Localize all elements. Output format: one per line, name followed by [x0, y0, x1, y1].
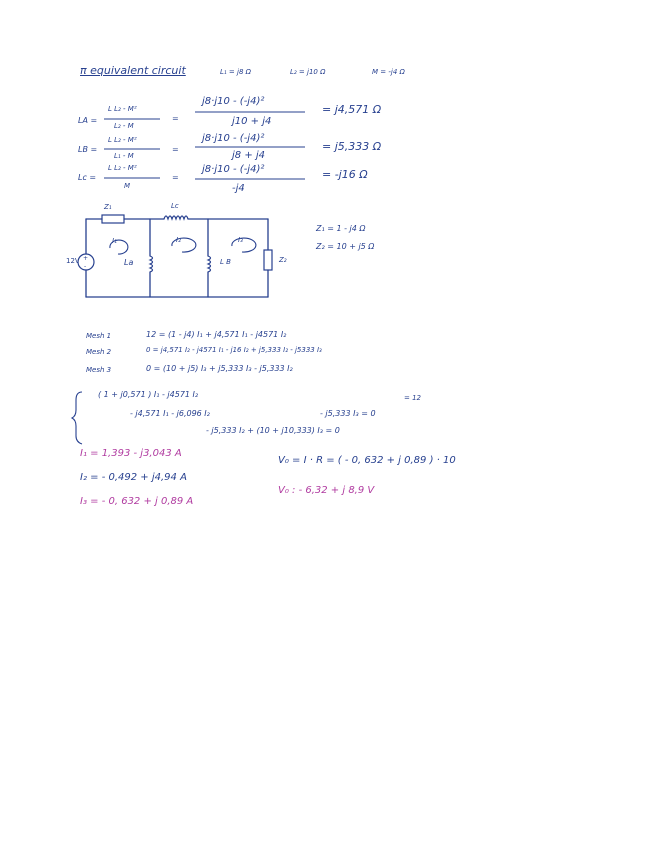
la-sub-den: j10 + j4: [232, 116, 272, 127]
la-result: = j4,571 Ω: [322, 103, 382, 116]
lc-num: L L₂ - M²: [108, 164, 137, 172]
system-row2: - j4,571 I₁ - j6,096 I₂: [130, 409, 210, 418]
mesh2-label: Mesh 2: [86, 348, 112, 356]
lb-num: L L₂ - M²: [108, 136, 137, 144]
lb-den: L₁ - M: [114, 152, 134, 160]
lb-label: L B: [220, 258, 231, 266]
svg-text:+: +: [83, 255, 89, 262]
param-m: M = -j4 Ω: [372, 68, 405, 76]
lb-result: = j5,333 Ω: [322, 140, 382, 153]
lb-sub-num: j8·j10 - (-j4)²: [202, 133, 265, 144]
la-den: L₂ - M: [114, 122, 134, 130]
z2-definition: Z₂ = 10 + j5 Ω: [316, 242, 375, 251]
la-num: L L₂ - M²: [108, 105, 137, 113]
la-eq: =: [172, 114, 179, 123]
result-i1: I₁ = 1,393 - j3,043 A: [80, 448, 182, 459]
lc-sub-den: -j4: [232, 183, 245, 194]
lc-sub-num: j8·j10 - (-j4)²: [202, 164, 265, 175]
v0-result: V₀ : - 6,32 + j 8,9 V: [278, 485, 375, 496]
system-row1: ( 1 + j0,571 ) I₁ - j4571 I₂: [98, 390, 199, 399]
source-label: 12V: [66, 257, 80, 265]
mesh3-equation: 0 = (10 + j5) I₃ + j5,333 I₃ - j5,333 I₂: [146, 364, 293, 373]
loop1-label: I₁: [112, 237, 117, 245]
system-row1-rhs: = 12: [404, 394, 421, 402]
lc-result: = -j16 Ω: [322, 168, 368, 181]
lc-label: Lc: [171, 202, 179, 210]
v0-formula: V₀ = I · R = ( - 0, 632 + j 0,89 ) · 10: [278, 455, 456, 466]
lc-eq: =: [172, 173, 179, 182]
svg-text:-: -: [84, 263, 87, 270]
system-row3: - j5,333 I₂ + (10 + j10,333) I₃ = 0: [206, 426, 340, 435]
mesh1-label: Mesh 1: [86, 332, 112, 340]
lb-sub-den: j8 + j4: [232, 150, 266, 161]
result-i3: I₃ = - 0, 632 + j 0,89 A: [80, 496, 194, 507]
system-row2-tail: - j5,333 I₃ = 0: [320, 409, 376, 418]
loop3-label: I₃: [238, 236, 243, 244]
mesh3-label: Mesh 3: [86, 366, 112, 374]
param-l1: L₁ = j8 Ω: [220, 68, 251, 76]
la-label: La: [124, 258, 134, 267]
lc-den: M: [124, 182, 131, 190]
z1-label: Z₁: [104, 203, 112, 211]
mesh1-equation: 12 = (1 - j4) I₁ + j4,571 I₁ - j4571 I₂: [146, 330, 287, 339]
z1-definition: Z₁ = 1 - j4 Ω: [316, 224, 366, 233]
lb-lhs: LB =: [78, 145, 98, 154]
z2-label: Z₂: [279, 256, 287, 264]
result-i2: I₂ = - 0,492 + j4,94 A: [80, 472, 187, 483]
mesh2-equation: 0 = j4,571 I₂ - j4571 I₁ - j16 I₂ + j5,333 I₂ - j5333 I₃: [146, 346, 322, 354]
param-l2: L₂ = j10 Ω: [290, 68, 326, 76]
lb-eq: =: [172, 145, 179, 154]
loop2-label: I₂: [176, 236, 181, 244]
la-lhs: LA =: [78, 116, 98, 125]
la-sub-num: j8·j10 - (-j4)²: [202, 96, 265, 107]
page-title: π equivalent circuit: [80, 64, 186, 77]
lc-lhs: Lc =: [78, 173, 97, 182]
